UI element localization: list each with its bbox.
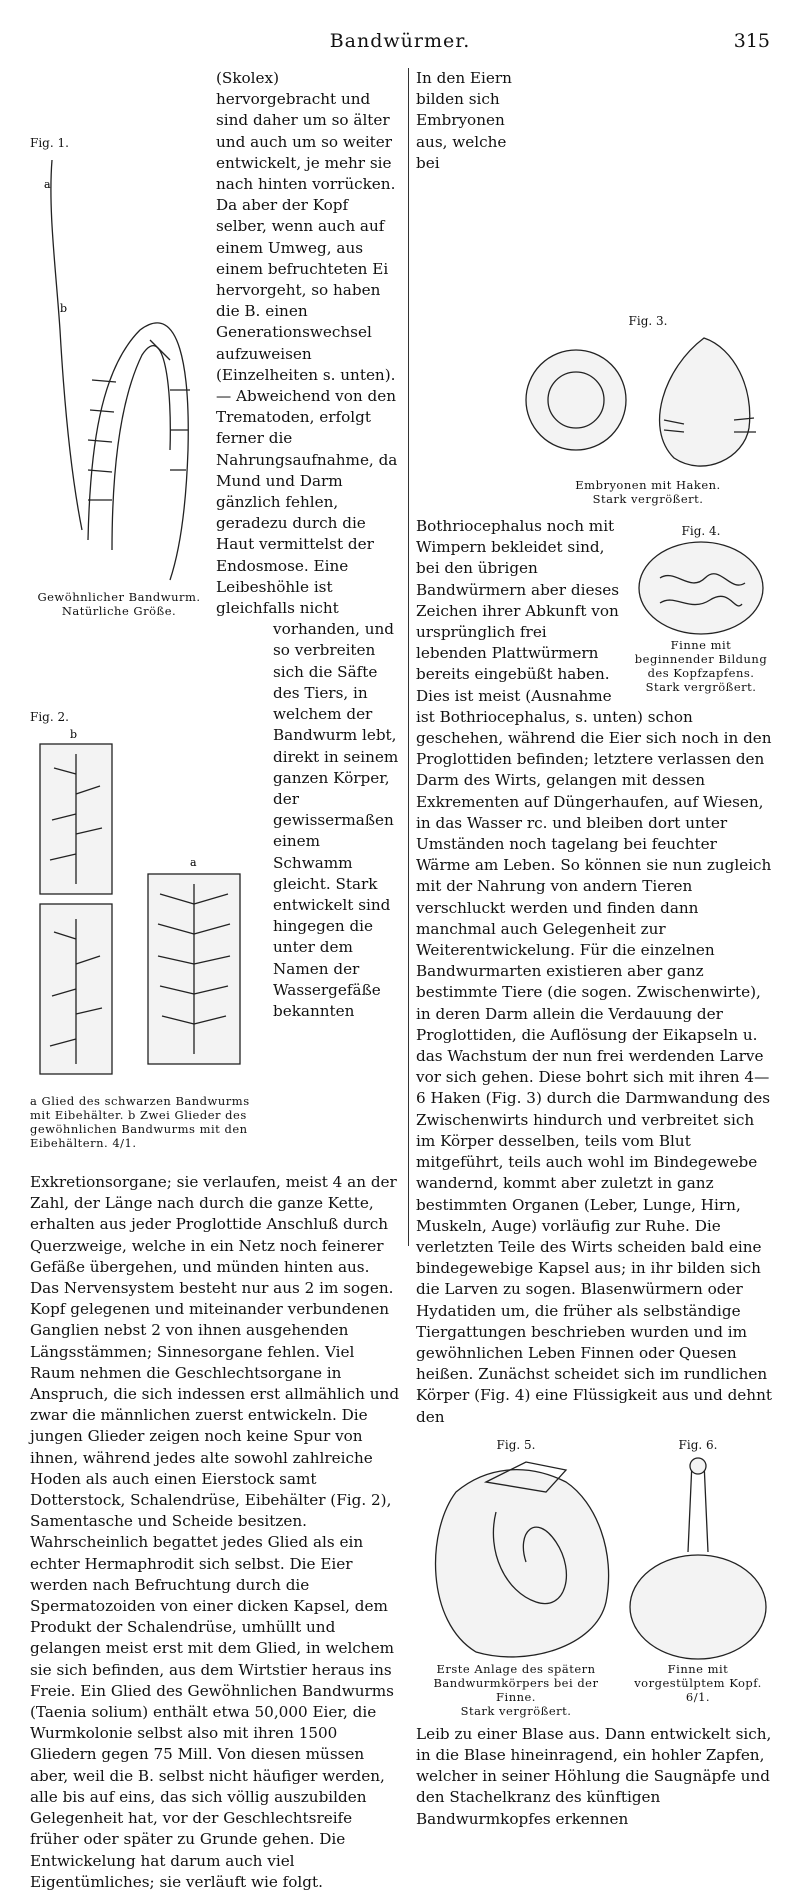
page-number: 315 xyxy=(733,30,770,52)
figure-2-caption: a Glied des schwarzen Bandwurms mit Eibehälter. b Zwei Glieder des gewöhnlichen Bandwurms mit den Eibehältern. 4/1. xyxy=(30,1094,250,1150)
left-column xyxy=(30,68,402,1893)
paragraph: (Skolex) hervorgebracht und sind daher um so älter und auch um so weiter entwickelt, je mehr sie nach hinten vorrücken. Da aber der Kopf selber, wenn auch auf einem Umweg, aus einem befruchteten Ei hervorgeht, so haben die B. einen Generationswechsel aufzuweisen (Einzelheiten s. unten). — Abweichend von den Trematoden, erfolgt ferner die Nahrungsaufnahme, da Mund und Darm gänzlich fehlen, geradezu durch die Haut vermittelst der Endosmose. Eine Leibeshöhle ist gleichfalls nicht vorhanden, und so verbreiten sich die Säfte des Tiers, in welchem der Bandwurm lebt, direkt in seinem ganzen Körper, der gewissermaßen einem Schwamm gleicht. Stark entwickelt sind hingegen die unter dem Namen der Wassergefäße bekannten Exkretionsorgane; sie verlaufen, meist 4 an der Zahl, der Länge nach durch die ganze Kette, erhalten aus jeder Proglottide Anschluß durch Querzweige, welche in ein Netz noch feinerer Gefäße übergehen, und münden hinten aus. Das Nervensystem besteht nur aus 2 im sogen. Kopf gelegenen und miteinander verbundenen Ganglien nebst 2 von ihnen ausgehenden Längsstämmen; Sinnesorgane fehlen. Viel Raum nehmen die Geschlechtsorgane in Anspruch, die sich indessen erst allmählich und zwar die männlichen zuerst entwickeln. Die jungen Glieder zeigen noch keine Spur von ihnen, während jedes alte sowohl zahlreiche Hoden als auch einen Eierstock samt Dotterstock, Schalendrüse, Eibehälter (Fig. 2), Samentasche und Scheide besitzen. Wahrscheinlich begattet jedes Glied als ein echter Hermaphrodit sich selbst. Die Eier werden nach Befruchtung durch die Spermatozoiden von einer dicken Kapsel, dem Produkt der Schalendrüse, umhüllt und gelangen meist erst mit dem Glied, in welchem sie sich befinden, aus dem Wirtstier heraus ins Freie. Ein Glied des Gewöhnlichen Bandwurms (Taenia solium) enthält etwa 50,000 Eier, die Wurmkolonie selbst also mit ihren 1500 Gliedern gegen 75 Mill. Von diesen müssen aber, weil die B. selbst nicht häufiger werden, alle bis auf eins, das sich völlig auszubilden Gelegenheit hat, vor der Geschlechtsreife früher oder später zu Grunde gehen. Die Entwickelung hat darum auch viel Eigentümliches; sie verläuft wie folgt. xyxy=(30,69,400,1891)
bandwurm-anlage-illustration xyxy=(416,1452,616,1662)
figure-6-caption: Finne mit vorgestülptem Kopf. 6/1. xyxy=(634,1661,762,1704)
column-divider xyxy=(408,68,409,1246)
mark-a: a xyxy=(44,178,51,191)
figure-3 xyxy=(524,314,772,514)
figure-3-caption-scale: Stark vergrößert. xyxy=(592,492,704,506)
figure-6 xyxy=(624,1438,772,1718)
mark-a: a xyxy=(190,856,197,869)
figure-5-caption-scale: Stark vergrößert. xyxy=(460,1703,572,1718)
embryo-illustration xyxy=(524,328,772,478)
figure-1-label: Fig. 1. xyxy=(30,136,69,150)
figure-2-label: Fig. 2. xyxy=(30,710,69,724)
figure-1-caption-scale: Natürliche Größe. xyxy=(61,604,177,618)
figure-2 xyxy=(30,710,265,1170)
figure-5-label: Fig. 5. xyxy=(496,1437,536,1452)
page-header xyxy=(30,30,770,56)
tapeworm-illustration xyxy=(30,150,208,590)
figure-row xyxy=(416,1438,772,1718)
mark-b: b xyxy=(60,302,68,315)
figure-4 xyxy=(630,524,772,704)
finne-illustration xyxy=(630,538,772,638)
figure-1-caption: Gewöhnlicher Bandwurm. xyxy=(37,590,201,604)
figure-4-caption-scale: Stark vergrößert. xyxy=(645,680,757,694)
proglottid-illustration xyxy=(30,724,265,1094)
figure-3-label: Fig. 3. xyxy=(628,314,668,328)
figure-3-caption: Embryonen mit Haken. xyxy=(575,478,721,492)
figure-5-caption: Erste Anlage des spätern Bandwurmkörpers bei der Finne. xyxy=(433,1661,599,1704)
figure-4-label: Fig. 4. xyxy=(681,524,721,538)
figure-4-caption: Finne mit beginnender Bildung des Kopfzapfens. xyxy=(634,638,768,680)
mark-b: b xyxy=(70,728,78,741)
running-title: Bandwürmer. xyxy=(329,30,471,52)
paragraph: Leib zu einer Blase aus. Dann entwickelt sich, in die Blase hineinragend, ein hohler Zapfen, welcher in seiner Höhlung die Saugnäpfe und den Stachelkranz des künftigen Bandwurmkopfes erkennen xyxy=(416,1724,772,1828)
right-column xyxy=(416,68,772,1830)
figure-5 xyxy=(416,1438,616,1718)
finne-kopf-illustration xyxy=(624,1452,772,1662)
figure-1 xyxy=(30,136,208,636)
paragraph: In den Eiern bilden sich Embryonen aus, welche bei Bothriocephalus noch mit Wimpern bekleidet sind, bei den übrigen Bandwürmern aber dieses Zeichen ihrer Abkunft von ursprünglich frei lebenden Plattwürmern bereits eingebüßt haben. Dies ist meist (Ausnahme ist Bothriocephalus, s. unten) schon geschehen, während die Eier sich noch in den Proglottiden befinden; letztere verlassen den Darm des Wirts, gelangen mit dessen Exkrementen auf Düngerhaufen, auf Wiesen, in das Wasser rc. und bleiben dort unter Umständen noch tagelang bei feuchter Wärme am Leben. So können sie nun zugleich mit der Nahrung von andern Tieren verschluckt werden und finden dann manchmal auch Gelegenheit zur Weiterentwickelung. Für die einzelnen Bandwurmarten existieren aber ganz bestimmte Tiere (die sogen. Zwischenwirte), in deren Darm allein die Verdauung der Proglottiden, die Auflösung der Eikapseln u. das Wachstum der nun frei werdenden Larve vor sich gehen. Diese bohrt sich mit ihren 4—6 Haken (Fig. 3) durch die Darmwandung des Zwischenwirts hindurch und verbreitet sich im Körper desselben, teils vom Blut mitgeführt, teils auch wohl im Bindegewebe wandernd, kommt aber zuletzt in ganz bestimmten Organen (Leber, Lunge, Hirn, Muskeln, Auge) vorläufig zur Ruhe. Die verletzten Teile des Wirts scheiden bald eine bindegewebige Kapsel aus; in ihr bilden sich die Larven zu sogen. Blasenwürmern oder Hydatiden um, die früher als selbständige Tiergattungen beschrieben wurden und im gewöhnlichen Leben Finnen oder Quesen heißen. Zunächst scheidet sich im rundlichen Körper (Fig. 4) eine Flüssigkeit aus und dehnt den xyxy=(416,69,772,1426)
figure-6-label: Fig. 6. xyxy=(678,1437,718,1452)
